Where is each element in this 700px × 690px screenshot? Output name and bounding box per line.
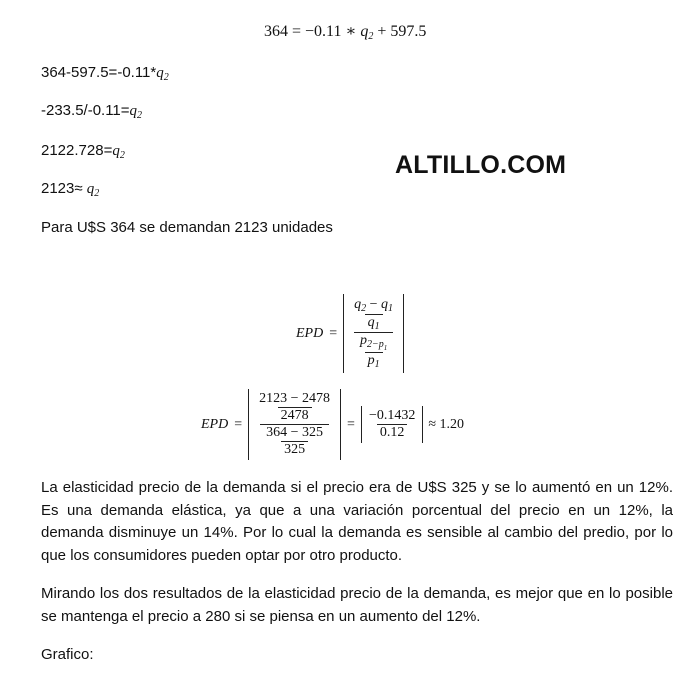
eq-times: ∗	[345, 23, 357, 40]
epd-abs	[343, 294, 404, 373]
calc-b-num: 364 − 325	[266, 425, 324, 440]
paragraph-elasticity: La elasticidad precio de la demanda si el precio era de U$S 325 y se lo aumentó en un 12%. Es una demanda elástica, ya que a una variación porcentual del precio en un 12%, la demanda disminuye un 14%. Por lo cual la demanda es sensible al cambio del predio, por lo que los consumidores pueden optar por otro producto.	[41, 479, 673, 564]
calc-main-fraction	[253, 391, 336, 458]
step-2: $-233.5/-0.11=q_2$	[41, 102, 143, 121]
epd-label: EPD	[296, 325, 324, 341]
step-1: $364-597.5=-0.11*q_2$	[41, 64, 169, 83]
paragraph-recommendation: Mirando los dos resultados de la elasticidad precio de la demanda, es mejor que en lo posible se mantenga el precio a 280 si se piensa en un aumento del 12%.	[41, 585, 673, 625]
grafico-label: Grafico:	[41, 646, 94, 663]
epd-eq: =	[329, 325, 338, 341]
conclusion-line: Para U$S 364 se demandan 2123 unidades	[41, 219, 333, 236]
epd-formula	[296, 294, 404, 373]
eq-var: $q_2$	[360, 23, 374, 42]
step-4: $2123\approx q_2$	[41, 180, 100, 199]
calc-eq1: =	[234, 416, 243, 432]
eq-const: 597.5	[390, 23, 427, 40]
calc-c-num: −0.1432	[368, 408, 416, 423]
epd-q-fraction: $\frac{q_2 - q_1}{q_1}$	[354, 297, 394, 332]
calc-b-den: 325	[281, 441, 308, 458]
calc-label: EPD	[201, 416, 229, 432]
calc-a-num: 2123 − 2478	[259, 391, 331, 406]
step-3: $2122.728=q_2$	[41, 142, 125, 161]
calc-result: ≈ 1.20	[428, 416, 465, 432]
calc-c-den: 0.12	[377, 424, 408, 441]
calc-eq2: =	[347, 416, 355, 432]
calc-a-den: 2478	[278, 407, 312, 424]
calc-abs-2	[361, 406, 423, 443]
eq-lhs: 364	[264, 23, 288, 40]
eq-plus: +	[377, 23, 387, 40]
epd-calculation	[201, 389, 464, 460]
watermark: ALTILLO.COM	[395, 151, 567, 179]
calc-abs-1	[248, 389, 341, 460]
epd-p-fraction: $\frac{p_{2-p_1}}{p_1}$	[359, 333, 388, 370]
equation-top	[264, 22, 426, 47]
eq-coef: −0.11	[305, 23, 342, 40]
epd-main-fraction	[348, 297, 399, 370]
eq-sign: =	[292, 23, 302, 40]
